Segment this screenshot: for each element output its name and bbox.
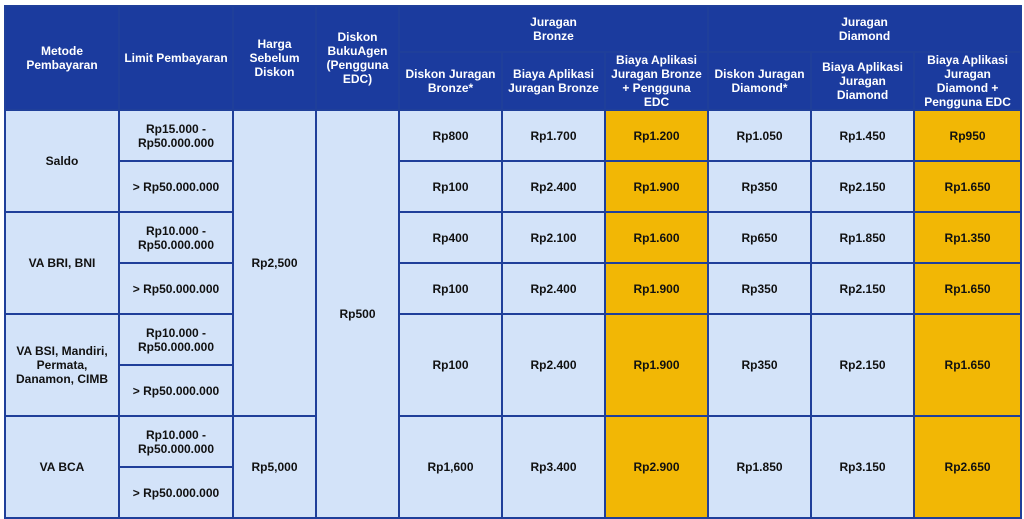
- method-va-bri-bni: VA BRI, BNI: [5, 212, 119, 314]
- bronze-discount-cell: Rp100: [399, 263, 502, 314]
- diamond-discount-cell: Rp1.850: [708, 416, 811, 518]
- header-diamond-app-fee-edc: Biaya Aplikasi Juragan Diamond + Pengguna EDC: [914, 52, 1021, 110]
- diamond-discount-cell: Rp350: [708, 314, 811, 416]
- diamond-fee-edc-cell: Rp1.350: [914, 212, 1021, 263]
- bronze-fee-edc-cell: Rp1.600: [605, 212, 708, 263]
- method-saldo: Saldo: [5, 110, 119, 212]
- limit-cell: Rp10.000 - Rp50.000.000: [119, 212, 233, 263]
- bronze-fee-edc-cell: Rp1.900: [605, 314, 708, 416]
- bronze-discount-cell: Rp1,600: [399, 416, 502, 518]
- header-row-group: [5, 6, 1021, 52]
- limit-cell: > Rp50.000.000: [119, 161, 233, 212]
- table-row: [5, 314, 1021, 365]
- header-price-before: Harga Sebelum Diskon: [233, 6, 316, 110]
- diamond-fee-edc-cell: Rp2.650: [914, 416, 1021, 518]
- table-row: [5, 161, 1021, 212]
- bronze-fee-edc-cell: Rp2.900: [605, 416, 708, 518]
- bronze-fee-edc-cell: Rp1.200: [605, 110, 708, 161]
- header-diamond-discount: Diskon Juragan Diamond*: [708, 52, 811, 110]
- header-discount-bukuagen: Diskon BukuAgen (Pengguna EDC): [316, 6, 399, 110]
- bronze-discount-cell: Rp100: [399, 314, 502, 416]
- header-bronze-discount: Diskon Juragan Bronze*: [399, 52, 502, 110]
- bronze-fee-edc-cell: Rp1.900: [605, 161, 708, 212]
- header-method: Metode Pembayaran: [5, 6, 119, 110]
- limit-cell: Rp10.000 - Rp50.000.000: [119, 416, 233, 467]
- bronze-fee-edc-cell: Rp1.900: [605, 263, 708, 314]
- header-bronze-group: [399, 6, 708, 52]
- limit-cell: Rp15.000 - Rp50.000.000: [119, 110, 233, 161]
- diamond-group-label: Juragan Diamond: [838, 15, 891, 43]
- diamond-fee-edc-cell: Rp1.650: [914, 263, 1021, 314]
- diamond-fee-edc-cell: Rp1.650: [914, 161, 1021, 212]
- price-before-standard: Rp2,500: [233, 110, 316, 416]
- diamond-discount-cell: Rp350: [708, 161, 811, 212]
- bronze-fee-cell: Rp3.400: [502, 416, 605, 518]
- limit-cell: > Rp50.000.000: [119, 365, 233, 416]
- payment-fee-table: [4, 5, 1022, 519]
- bronze-group-label: Juragan Bronze: [530, 15, 577, 43]
- diamond-fee-cell: Rp1.850: [811, 212, 914, 263]
- diamond-discount-cell: Rp1.050: [708, 110, 811, 161]
- diamond-fee-edc-cell: Rp950: [914, 110, 1021, 161]
- discount-bukuagen-cell: Rp500: [316, 110, 399, 518]
- diamond-discount-cell: Rp350: [708, 263, 811, 314]
- diamond-fee-cell: Rp3.150: [811, 416, 914, 518]
- bronze-fee-cell: Rp2.400: [502, 263, 605, 314]
- diamond-fee-cell: Rp2.150: [811, 314, 914, 416]
- table-row: [5, 416, 1021, 467]
- bronze-fee-cell: Rp1.700: [502, 110, 605, 161]
- header-bronze-app-fee: Biaya Aplikasi Juragan Bronze: [502, 52, 605, 110]
- diamond-fee-cell: Rp2.150: [811, 263, 914, 314]
- header-diamond-group: [708, 6, 1021, 52]
- bronze-fee-cell: Rp2.100: [502, 212, 605, 263]
- price-before-bca: Rp5,000: [233, 416, 316, 518]
- limit-cell: > Rp50.000.000: [119, 263, 233, 314]
- diamond-fee-edc-cell: Rp1.650: [914, 314, 1021, 416]
- diamond-fee-cell: Rp2.150: [811, 161, 914, 212]
- table-row: [5, 212, 1021, 263]
- method-va-bca: VA BCA: [5, 416, 119, 518]
- bronze-fee-cell: Rp2.400: [502, 314, 605, 416]
- bronze-discount-cell: Rp100: [399, 161, 502, 212]
- table-row: [5, 263, 1021, 314]
- method-va-bsi-group: VA BSI, Mandiri, Permata, Danamon, CIMB: [5, 314, 119, 416]
- limit-cell: > Rp50.000.000: [119, 467, 233, 518]
- bronze-discount-cell: Rp400: [399, 212, 502, 263]
- diamond-fee-cell: Rp1.450: [811, 110, 914, 161]
- header-bronze-app-fee-edc: Biaya Aplikasi Juragan Bronze + Pengguna EDC: [605, 52, 708, 110]
- header-limit: Limit Pembayaran: [119, 6, 233, 110]
- table-row: [5, 110, 1021, 161]
- bronze-discount-cell: Rp800: [399, 110, 502, 161]
- bronze-fee-cell: Rp2.400: [502, 161, 605, 212]
- diamond-discount-cell: Rp650: [708, 212, 811, 263]
- limit-cell: Rp10.000 - Rp50.000.000: [119, 314, 233, 365]
- header-diamond-app-fee: Biaya Aplikasi Juragan Diamond: [811, 52, 914, 110]
